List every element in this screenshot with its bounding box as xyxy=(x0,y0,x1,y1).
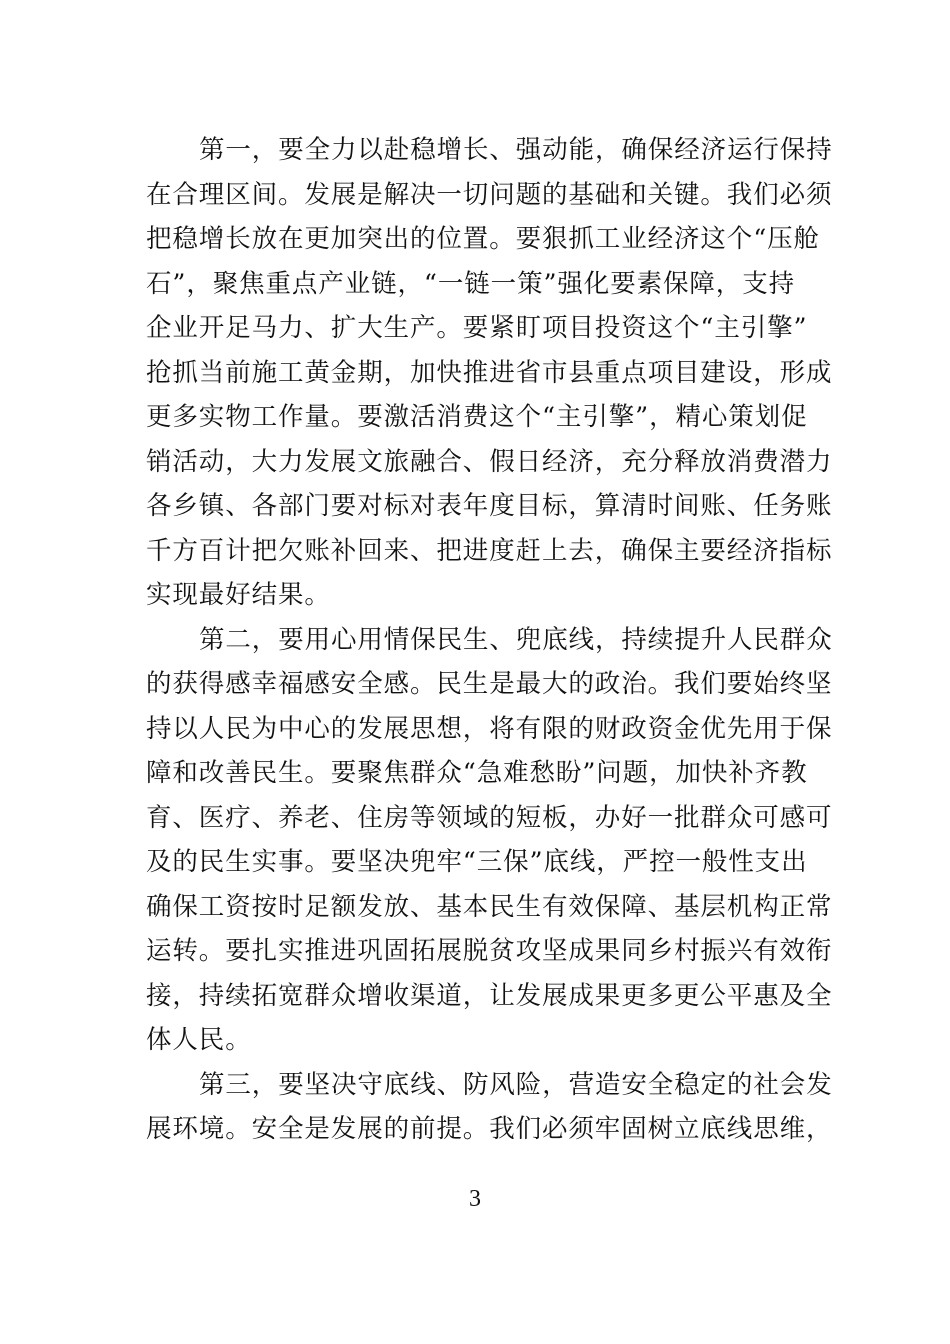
text-line: 各乡镇、各部门要对标对表年度目标，算清时间账、任务账 xyxy=(146,491,833,521)
text-line: 把稳增长放在更加突出的位置。要狠抓工业经济这个“压舱 xyxy=(146,224,820,254)
text-line: 企业开足马力、扩大生产。要紧盯项目投资这个“主引擎” xyxy=(146,313,808,343)
text-line: 第三，要坚决守底线、防风险，营造安全稳定的社会发 xyxy=(199,1069,833,1100)
text-line: 的获得感幸福感安全感。民生是最大的政治。我们要始终坚 xyxy=(146,669,833,699)
text-line: 育、医疗、养老、住房等领域的短板，办好一批群众可感可 xyxy=(146,802,833,833)
text-line: 展环境。安全是发展的前提。我们必须牢固树立底线思维， xyxy=(146,1114,833,1144)
text-line: 运转。要扎实推进巩固拓展脱贫攻坚成果同乡村振兴有效衔 xyxy=(146,936,833,966)
text-line: 销活动，大力发展文旅融合、假日经济，充分释放消费潜力 xyxy=(146,446,833,477)
text-line: 持以人民为中心的发展思想，将有限的财政资金优先用于保 xyxy=(146,713,833,744)
text-line: 抢抓当前施工黄金期，加快推进省市县重点项目建设，形成 xyxy=(146,357,833,388)
text-line: 在合理区间。发展是解决一切问题的基础和关键。我们必须 xyxy=(146,179,833,210)
text-line: 第一，要全力以赴稳增长、强动能，确保经济运行保持 xyxy=(199,135,833,165)
text-line: 确保工资按时足额发放、基本民生有效保障、基层机构正常 xyxy=(146,891,833,922)
text-line: 更多实物工作量。要激活消费这个“主引擎”，精心策划促 xyxy=(146,402,808,432)
text-line: 体人民。 xyxy=(146,1025,252,1055)
page-number: 3 xyxy=(469,1186,481,1212)
text-line: 千方百计把欠账补回来、把进度赶上去，确保主要经济指标 xyxy=(146,535,833,566)
text-line: 石”，聚焦重点产业链，“一链一策”强化要素保障，支持 xyxy=(146,268,796,299)
text-line: 障和改善民生。要聚焦群众“急难愁盼”问题，加快补齐教 xyxy=(146,758,808,788)
text-line: 及的民生实事。要坚决兜牢“三保”底线，严控一般性支出 xyxy=(146,847,808,877)
text-line: 第二，要用心用情保民生、兜底线，持续提升人民群众 xyxy=(199,624,833,655)
body-text xyxy=(146,128,833,1152)
text-line: 实现最好结果。 xyxy=(146,580,331,610)
text-line: 接，持续拓宽群众增收渠道，让发展成果更多更公平惠及全 xyxy=(146,980,833,1011)
